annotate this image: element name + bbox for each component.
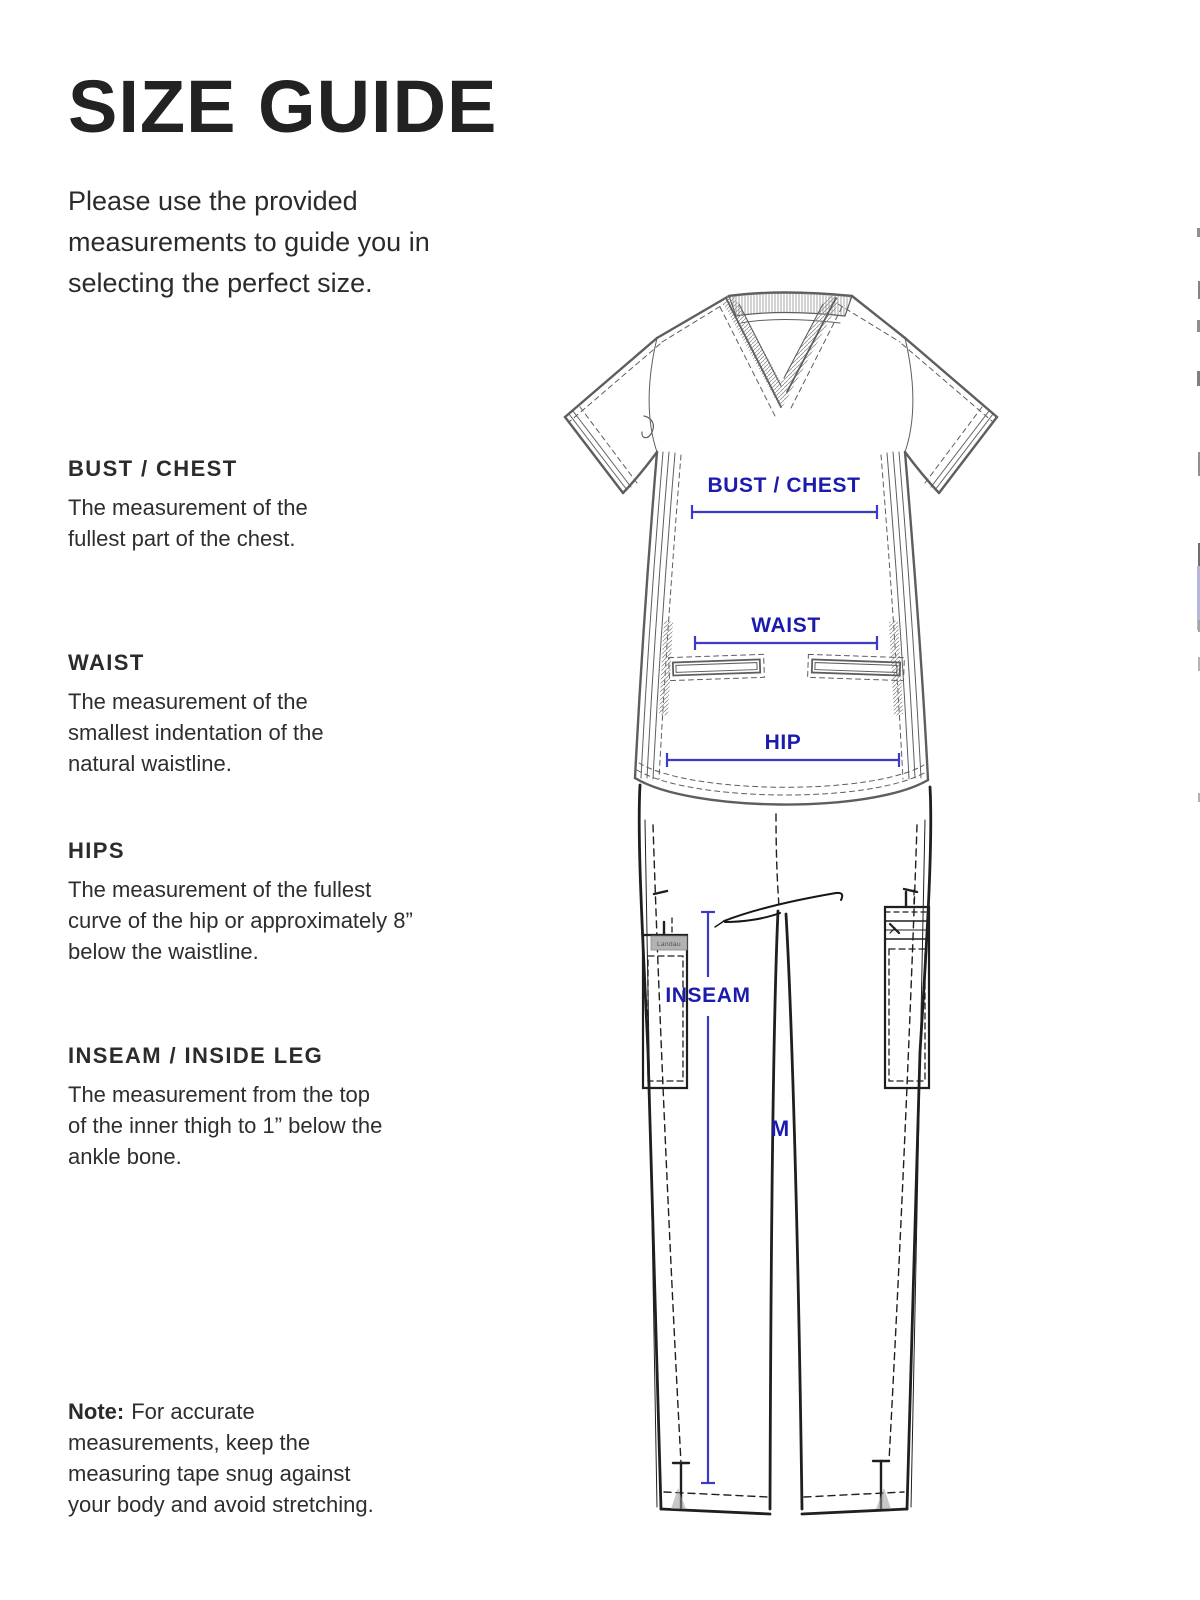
section-inseam-body: The measurement from the top of the inner thigh to 1” below the ankle bone.: [68, 1082, 383, 1169]
section-waist-heading: WAIST: [68, 650, 145, 675]
section-inseam-heading: INSEAM / INSIDE LEG: [68, 1043, 324, 1068]
intro-block: [68, 181, 523, 304]
section-hips: [68, 838, 430, 967]
hip-measure-label: HIP: [764, 731, 802, 754]
note-label: Note:: [68, 1399, 125, 1424]
cargo-pocket-right: [885, 890, 929, 1088]
measurement-note: [68, 1396, 390, 1520]
page-title-block: [68, 65, 498, 148]
size-diagram: [540, 280, 1020, 1525]
section-bust-chest-body: The measurement of the fullest part of the chest.: [68, 495, 308, 551]
page-title: SIZE GUIDE: [68, 65, 498, 148]
size-marker-label: M: [770, 1116, 790, 1141]
section-bust-chest: [68, 456, 338, 554]
scrub-pants-illustration: [639, 785, 931, 1514]
waist-measure-label: WAIST: [751, 614, 821, 637]
note-body: For accurate measurements, keep the measuring tape snug against your body and avoid stretching.: [68, 1399, 374, 1517]
scrub-top-illustration: [565, 293, 997, 805]
bust-measure-label: BUST / CHEST: [707, 474, 861, 497]
section-waist-body: The measurement of the smallest indentation of the natural waistline.: [68, 689, 324, 776]
section-inseam: [68, 1043, 390, 1172]
section-waist: [68, 650, 368, 779]
zipper-pull-icon: [890, 924, 899, 933]
section-bust-chest-heading: BUST / CHEST: [68, 456, 238, 481]
section-hips-body: The measurement of the fullest curve of the hip or approximately 8” below the waistline.: [68, 877, 413, 964]
hem-shading-right: [876, 1488, 891, 1509]
brand-tag-text: Landau: [656, 941, 682, 948]
inseam-measure-label: INSEAM: [665, 984, 751, 1007]
intro-text: Please use the provided measurements to guide you in selecting the perfect size.: [68, 186, 430, 298]
note-text: [68, 1396, 390, 1520]
hem-shading-left: [671, 1488, 686, 1509]
section-hips-heading: HIPS: [68, 838, 125, 863]
